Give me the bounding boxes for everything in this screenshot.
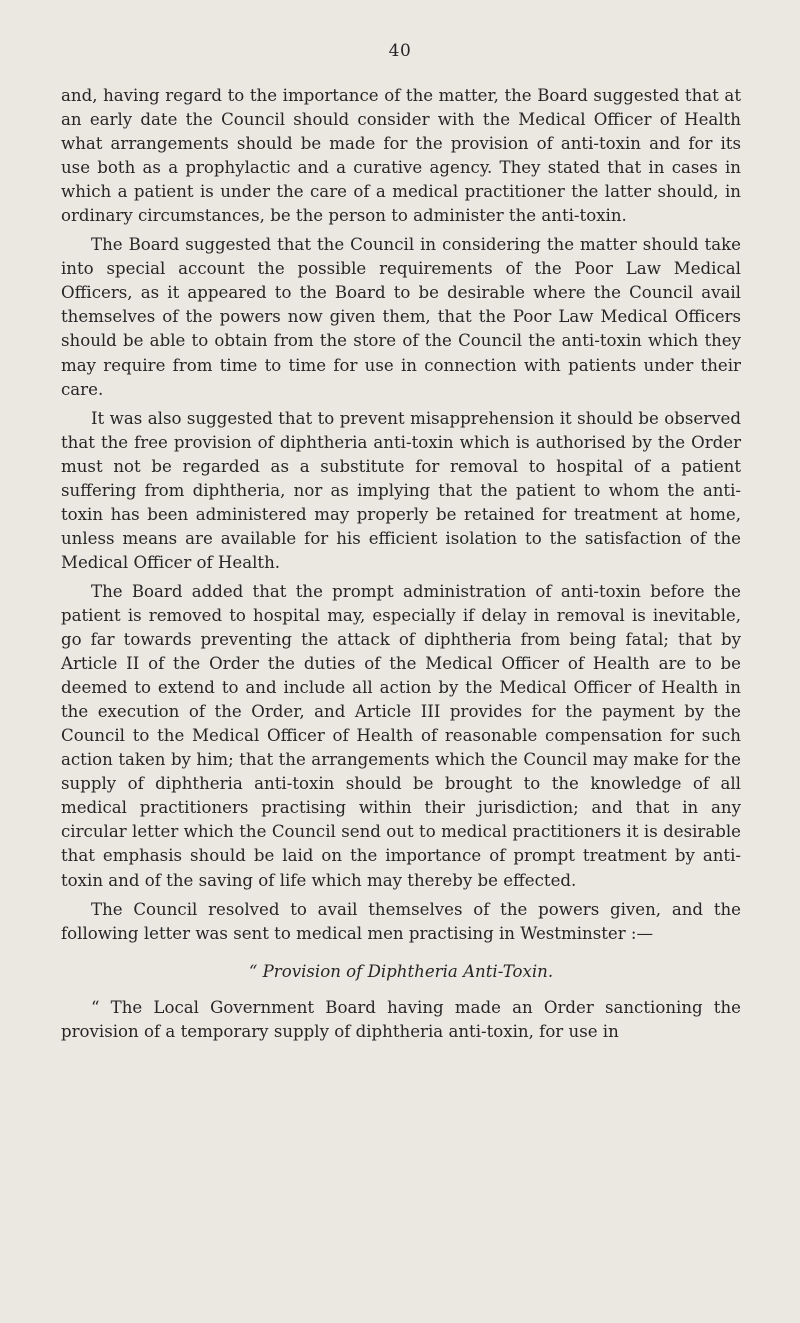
letter-heading: “ Provision of Diphtheria Anti-Toxin.: [248, 961, 554, 981]
letter-opening: “ The Local Government Board having made an Order sanctioning the provision of a temporary supply of diphtheria anti-toxin, for use in: [61, 997, 741, 1041]
page-number: 40: [388, 41, 412, 61]
paragraph-poor-law-officers: The Board suggested that the Council in considering the matter should take into special account the possible requirements of the Poor Law Medical Officers, as it appeared to the Board to be desirable where the Council avail themselves of the powers now given them, that the Poor Law Medical Officers should be able to obtain from the store of the Council the anti-toxin which they may require from time to time for use in connection with patients under their care.: [61, 235, 741, 399]
paragraph-continuation: and, having regard to the importance of the matter, the Board suggested that at an early date the Council should consider with the Medical Officer of Health what arrangements should be made for the provision of anti-toxin and for its use both as a prophylactic and a curative agency. They stated that in cases in which a patient is under the care of a medical practitioner the latter should, in ordinary circumstances, be the person to administer the anti-toxin.: [61, 86, 741, 226]
paragraph-council-resolution: The Council resolved to avail themselves of the powers given, and the following letter was sent to medical men practising in Westminster :—: [61, 899, 741, 943]
body-text: [61, 84, 741, 1049]
paragraph-prompt-administration: The Board added that the prompt administration of anti-toxin before the patient is removed to hospital may, especially if delay in removal is inevitable, go far towards preventing the attack of diphtheria from being fatal; that by Article II of the Order the duties of the Medical Officer of Health are to be deemed to extend to and include all action by the Medical Officer of Health in the execution of the Order, and Article III provides for the payment by the Council to the Medical Officer of Health of reasonable compensation for such action taken by him; that the arrangements which the Council may make for the supply of diphtheria anti-toxin should be brought to the knowledge of all medical practitioners practising within their jurisdiction; and that in any circular letter which the Council send out to medical practitioners it is desirable that emphasis should be laid on the importance of prompt treatment by anti-toxin and of the saving of life which may thereby be effected.: [61, 581, 741, 890]
paragraph-misapprehension: It was also suggested that to prevent misapprehension it should be observed that the free provision of diphtheria anti-toxin which is authorised by the Order must not be regarded as a substitute for removal to hospital of a patient suffering from diphtheria, nor as implying that the patient to whom the anti-toxin has been administered may properly be retained for treatment at home, unless means are available for his efficient isolation to the satisfaction of the Medical Officer of Health.: [61, 408, 741, 572]
